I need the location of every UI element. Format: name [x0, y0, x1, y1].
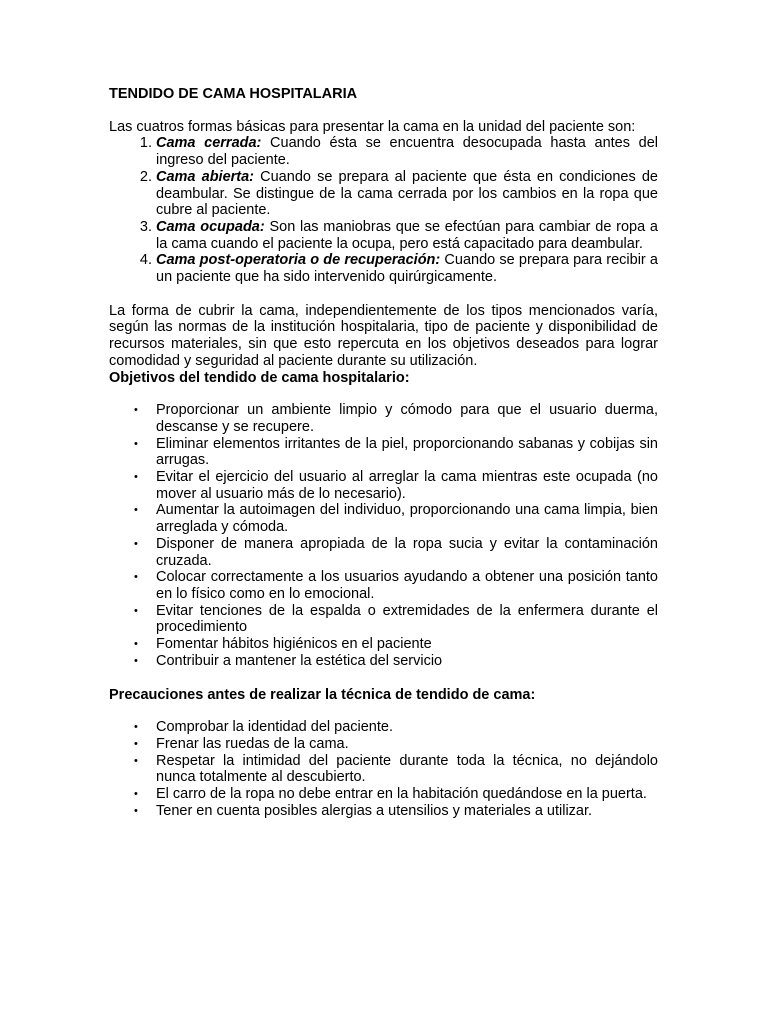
bullet-icon: •	[134, 788, 138, 801]
precaution-text: Comprobar la identidad del paciente.	[156, 719, 393, 736]
precaution-item	[134, 802, 658, 820]
objective-item	[134, 435, 658, 469]
bed-type-term: Cama ocupada:	[156, 218, 265, 235]
objective-text: Evitar el ejercicio del usuario al arreglar la cama mientras este ocupada (no mover al usuario más de lo necesario).	[156, 469, 658, 502]
bed-type-description: Cuando se prepara para recibir a un paciente que ha sido intervenido quirúrgicamente.	[156, 252, 658, 286]
precaution-item	[134, 786, 658, 803]
bullet-icon: •	[134, 737, 138, 750]
precautions-heading: Precauciones antes de realizar la técnica de tendido de cama:	[109, 686, 536, 703]
precaution-text: Respetar la intimidad del paciente durante toda la técnica, no dejándolo nunca totalmente al descubierto.	[156, 752, 658, 786]
bullet-icon: •	[134, 804, 138, 817]
objective-item	[134, 402, 658, 435]
bullet-icon: •	[134, 504, 138, 517]
bullet-icon: •	[134, 571, 138, 584]
objectives-heading: Objetivos del tendido de cama hospitalario:	[109, 369, 410, 386]
document-page	[109, 86, 658, 836]
objective-text: Evitar tenciones de la espalda o extremidades de la enfermera durante el procedimiento	[156, 602, 658, 636]
bullet-icon: •	[134, 638, 138, 651]
precaution-text: El carro de la ropa no debe entrar en la habitación quedándose en la puerta.	[156, 786, 647, 803]
bed-types-list	[109, 135, 658, 285]
objective-text: Disponer de manera apropiada de la ropa sucia y evitar la contaminación cruzada.	[156, 535, 658, 569]
objectives-list	[109, 402, 658, 669]
objective-text: Fomentar hábitos higiénicos en el paciente	[156, 636, 432, 653]
intro-paragraph: Las cuatros formas básicas para presentar la cama en la unidad del paciente son:	[109, 118, 636, 135]
bullet-icon: •	[134, 654, 138, 667]
objective-item	[134, 636, 658, 653]
objective-text: Colocar correctamente a los usuarios ayudando a obtener una posición tanto en lo físico como en lo emocional.	[156, 569, 658, 602]
precaution-text: Frenar las ruedas de la cama.	[156, 735, 349, 752]
objective-text: Aumentar la autoimagen del individuo, proporcionando una cama limpia, bien arreglada y cómoda.	[156, 502, 658, 536]
bullet-icon: •	[134, 721, 138, 734]
objective-text: Contribuir a mantener la estética del servicio	[156, 652, 443, 669]
bullet-icon: •	[134, 537, 138, 550]
bed-type-item	[156, 252, 658, 285]
bullet-icon: •	[134, 437, 138, 450]
objective-item	[134, 602, 658, 636]
objective-item	[134, 502, 658, 536]
objective-item	[134, 469, 658, 502]
bullet-icon: •	[134, 404, 138, 417]
objective-item	[134, 569, 658, 602]
precaution-item	[134, 719, 658, 736]
precaution-item	[134, 752, 658, 786]
objective-text: Proporcionar un ambiente limpio y cómodo para que el usuario duerma, descanse y se recupere.	[156, 402, 658, 435]
precautions-list	[109, 719, 658, 819]
bed-type-term: Cama cerrada:	[156, 135, 262, 152]
bullet-icon: •	[134, 754, 138, 767]
bed-type-item	[156, 135, 658, 168]
bullet-icon: •	[134, 471, 138, 484]
objective-text: Eliminar elementos irritantes de la piel, proporcionando sabanas y cobijas sin arrugas.	[156, 435, 658, 469]
precaution-text: Tener en cuenta posibles alergias a utensilios y materiales a utilizar.	[156, 802, 593, 819]
bed-making-paragraph: La forma de cubrir la cama, independientemente de los tipos mencionados varía, según las normas de la institución hospitalaria, tipo de paciente y disponibilidad de recursos materiales, sin que esto repercuta en los objetivos deseados para lograr comodidad y seguridad al paciente durante su utilización.	[109, 302, 658, 369]
precaution-item	[134, 735, 658, 753]
document-title: TENDIDO DE CAMA HOSPITALARIA	[109, 86, 358, 102]
bullet-icon: •	[134, 604, 138, 617]
bed-type-description: Cuando ésta se encuentra desocupada hasta antes del ingreso del paciente.	[156, 135, 659, 169]
bed-type-item	[156, 219, 658, 252]
bed-type-term: Cama abierta:	[156, 168, 255, 185]
objective-item	[134, 535, 658, 569]
bed-type-item	[156, 169, 658, 219]
objective-item	[134, 652, 658, 670]
bed-type-description: Cuando se prepara al paciente que ésta en condiciones de deambular. Se distingue de la cama cerrada por los cambios en la ropa que cubre al paciente.	[156, 168, 658, 219]
bed-type-term: Cama post-operatoria o de recuperación:	[156, 252, 441, 269]
bed-type-description: Son las maniobras que se efectúan para cambiar de ropa a la cama cuando el paciente la ocupa, pero está capacitado para deambular.	[156, 218, 658, 252]
